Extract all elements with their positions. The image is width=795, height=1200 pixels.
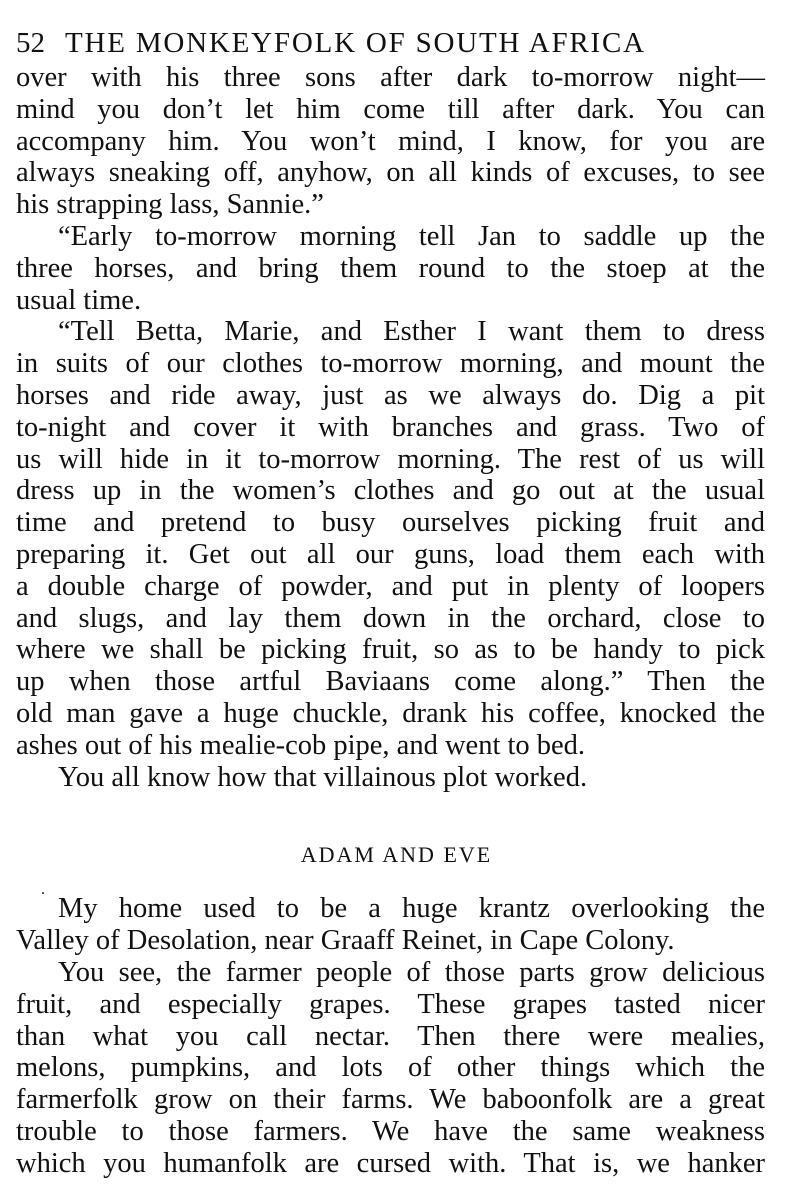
text-line: old man gave a huge chuckle, drank his coffee, knocked the (16, 697, 765, 729)
book-title: THE MONKEYFOLK OF SOUTH AFRICA (65, 27, 646, 59)
text-line: than what you call nectar. Then there were mealies, (16, 1020, 765, 1052)
text-line: his strapping lass, Sannie.” (16, 189, 324, 221)
page-number: 52 (16, 27, 45, 59)
text-line: time and pretend to busy ourselves picking fruit and (16, 507, 765, 539)
running-head (16, 26, 765, 62)
text-line: trouble to those farmers. We have the same weakness (16, 1115, 765, 1147)
text-line: in suits of our clothes to-morrow morning, and mount the (16, 348, 765, 380)
text-line: always sneaking off, anyhow, on all kinds of excuses, to see (16, 157, 765, 189)
text-line: My home used to be a huge krantz overlooking the (58, 893, 765, 925)
text-line: ashes out of his mealie-cob pipe, and went to bed. (16, 729, 586, 761)
text-line: which you humanfolk are cursed with. That is, we hanker (16, 1147, 765, 1179)
text-line: “Tell Betta, Marie, and Esther I want them to dress (58, 316, 765, 348)
text-line: dress up in the women’s clothes and go out at the usual (16, 475, 765, 507)
text-line: “Early to-morrow morning tell Jan to saddle up the (58, 220, 765, 252)
text-block-plot (16, 62, 765, 793)
text-line: where we shall be picking fruit, so as to be handy to pick (16, 634, 765, 666)
text-line: mind you don’t let him come till after dark. You can (16, 93, 765, 125)
text-line: over with his three sons after dark to-morrow night— (16, 62, 765, 93)
text-line: us will hide in it to-morrow morning. The rest of us will (16, 443, 765, 475)
text-line: You see, the farmer people of those parts grow delicious (58, 956, 765, 988)
text-line: three horses, and bring them round to the stoep at the (16, 252, 765, 284)
text-line: to-night and cover it with branches and grass. Two of (16, 411, 765, 443)
text-line: farmerfolk grow on their farms. We baboonfolk are a great (16, 1084, 765, 1116)
section-heading: ADAM AND EVE (300, 842, 493, 868)
text-line: fruit, and especially grapes. These grapes tasted nicer (16, 988, 765, 1020)
text-block-adam-and-eve (16, 888, 765, 1179)
text-line: and slugs, and lay them down in the orchard, close to (16, 602, 765, 634)
text-line: up when those artful Baviaans come along.” Then the (16, 666, 765, 698)
text-line: horses and ride away, just as we always do. Dig a pit (16, 379, 765, 411)
text-line: preparing it. Get out all our guns, load them each with (16, 538, 765, 570)
text-line: a double charge of powder, and put in plenty of loopers (16, 570, 765, 602)
text-line: accompany him. You won’t mind, I know, for you are (16, 125, 765, 157)
text-line: Valley of Desolation, near Graaff Reinet, in Cape Colony. (16, 925, 675, 957)
text-line: melons, pumpkins, and lots of other things which the (16, 1052, 765, 1084)
text-line: You all know how that villainous plot worked. (58, 761, 588, 793)
stray-mark: ˙ (40, 888, 46, 909)
text-line: usual time. (16, 284, 142, 316)
